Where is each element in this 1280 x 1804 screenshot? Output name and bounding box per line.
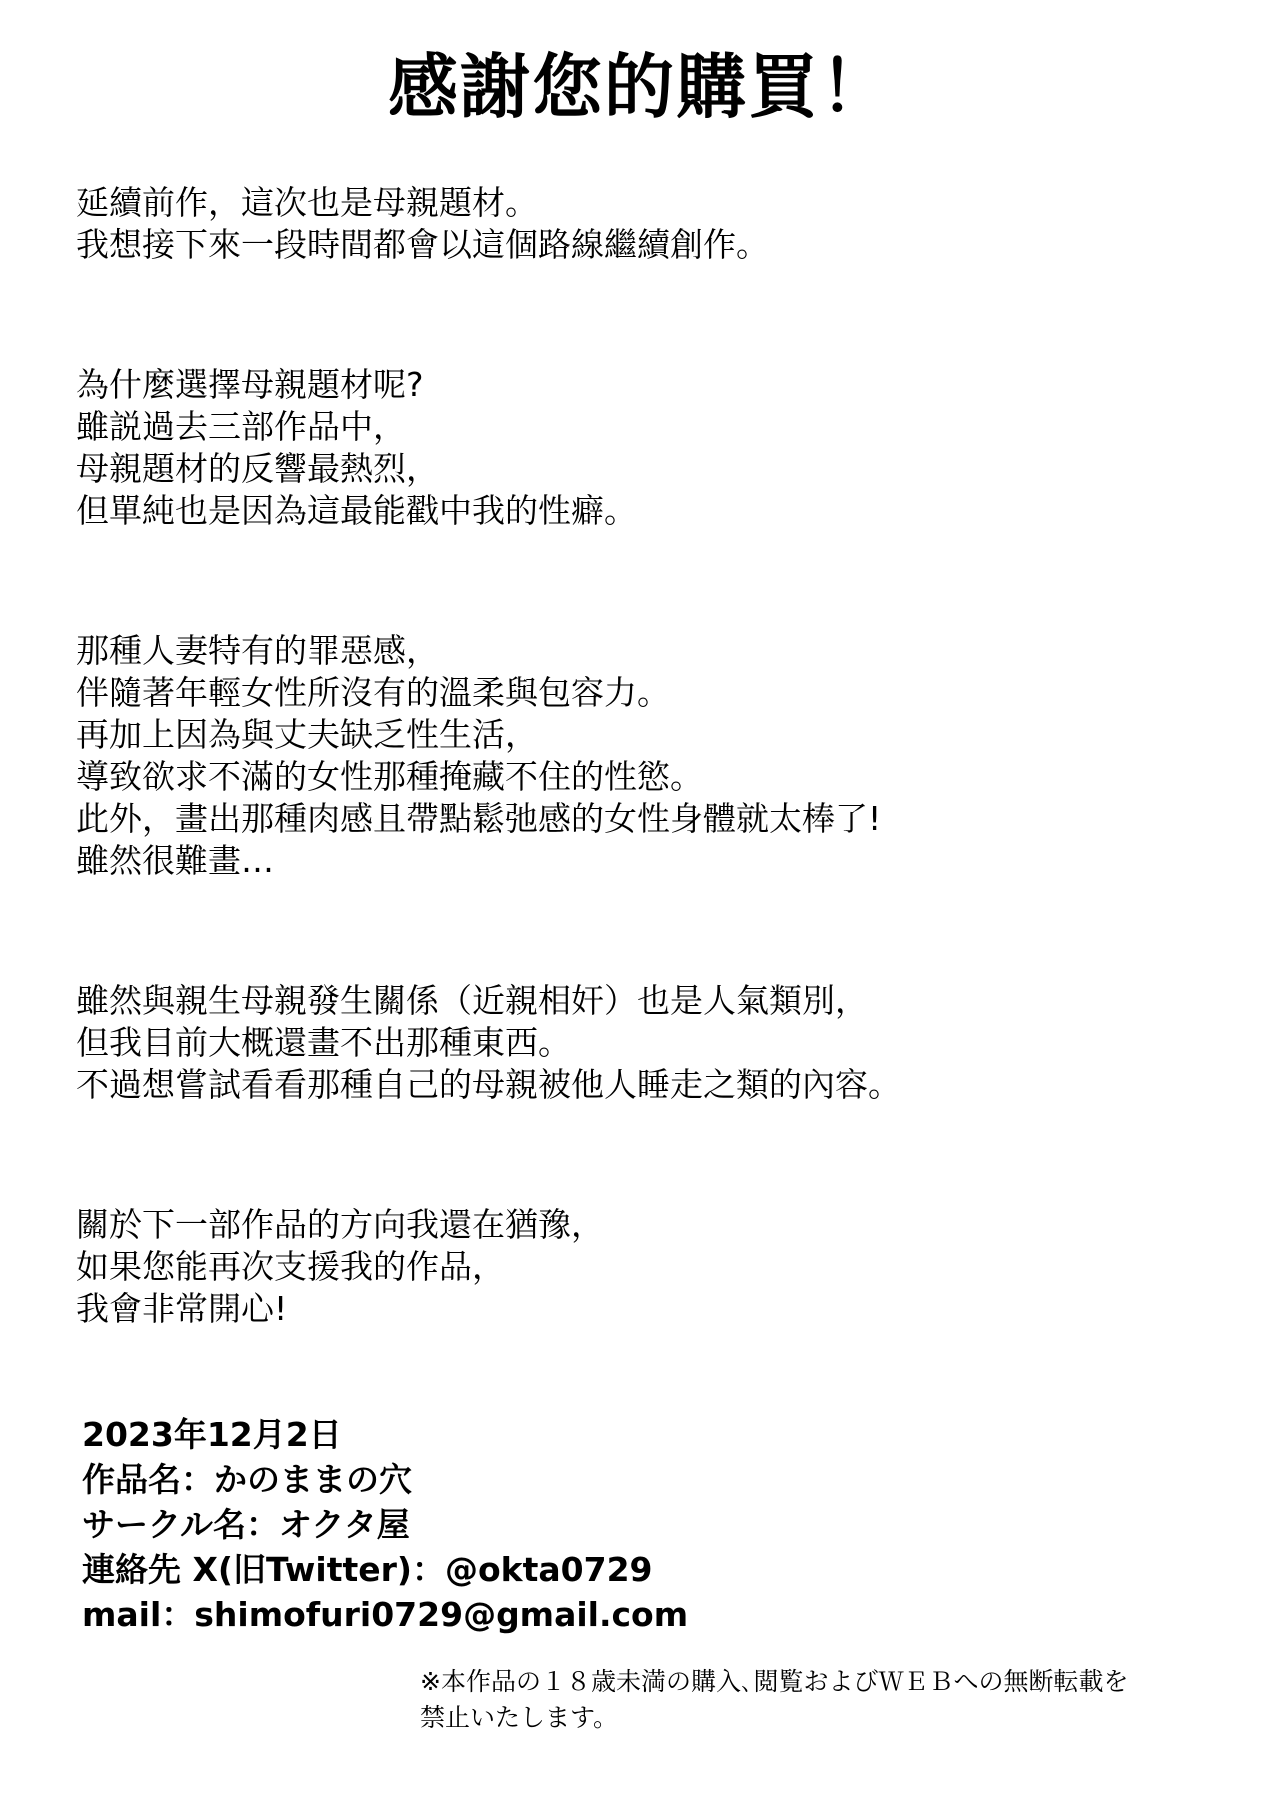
text-line: 我想接下來一段時間都會以這個路線繼續創作。 <box>76 225 769 264</box>
text-line: 如果您能再次支援我的作品， <box>76 1247 505 1286</box>
text-line: 為什麼選擇母親題材呢? <box>76 365 424 404</box>
page-title: 感謝您的購買！ <box>388 46 892 128</box>
text-line: 雖然很難畫… <box>76 841 274 880</box>
text-line: 延續前作，這次也是母親題材。 <box>76 183 538 222</box>
text-line: 再加上因為與丈夫缺乏性生活， <box>76 715 538 754</box>
text-line: 此外，畫出那種肉感且帶點鬆弛感的女性身體就太棒了! <box>76 799 882 838</box>
text-line: 不過想嘗試看看那種自己的母親被他人睡走之類的內容。 <box>76 1065 901 1104</box>
work-name-text: 作品名：かのままの穴 <box>82 1460 412 1499</box>
paragraph-4 <box>76 980 1216 1106</box>
paragraph-1 <box>76 182 1216 266</box>
notice-line: ※本作品の１８歳未満の購入､閲覧およびＷＥＢへの無断転載を <box>420 1667 1129 1696</box>
text-line: 雖説過去三部作品中， <box>76 407 406 446</box>
text-line: 母親題材的反響最熱烈， <box>76 449 439 488</box>
text-line: 那種人妻特有的罪惡感， <box>76 631 439 670</box>
text-line: 關於下一部作品的方向我還在猶豫， <box>76 1205 604 1244</box>
paragraph-5 <box>76 1204 1216 1330</box>
text-line: 但我目前大概還畫不出那種東西。 <box>76 1023 571 1062</box>
mail-text: mail：shimofuri0729@gmail.com <box>82 1595 689 1634</box>
text-line: 雖然與親生母親發生關係（近親相奸）也是人氣類別， <box>76 981 868 1020</box>
contact-text: 連絡先 X(旧Twitter)：@okta0729 <box>82 1550 653 1589</box>
afterword-body <box>76 182 1216 1330</box>
text-line: 我會非常開心! <box>76 1289 288 1328</box>
date-text: 2023年12月2日 <box>82 1415 342 1454</box>
legal-notice <box>420 1664 1128 1736</box>
credits-block <box>82 1412 688 1637</box>
notice-line: 禁止いたします。 <box>420 1703 619 1732</box>
text-line: 伴隨著年輕女性所沒有的溫柔與包容力。 <box>76 673 670 712</box>
text-line: 導致欲求不滿的女性那種掩藏不住的性慾。 <box>76 757 703 796</box>
paragraph-3 <box>76 630 1216 882</box>
paragraph-2 <box>76 364 1216 532</box>
text-line: 但單純也是因為這最能戳中我的性癖。 <box>76 491 637 530</box>
circle-name-text: サークル名：オクタ屋 <box>82 1505 410 1544</box>
